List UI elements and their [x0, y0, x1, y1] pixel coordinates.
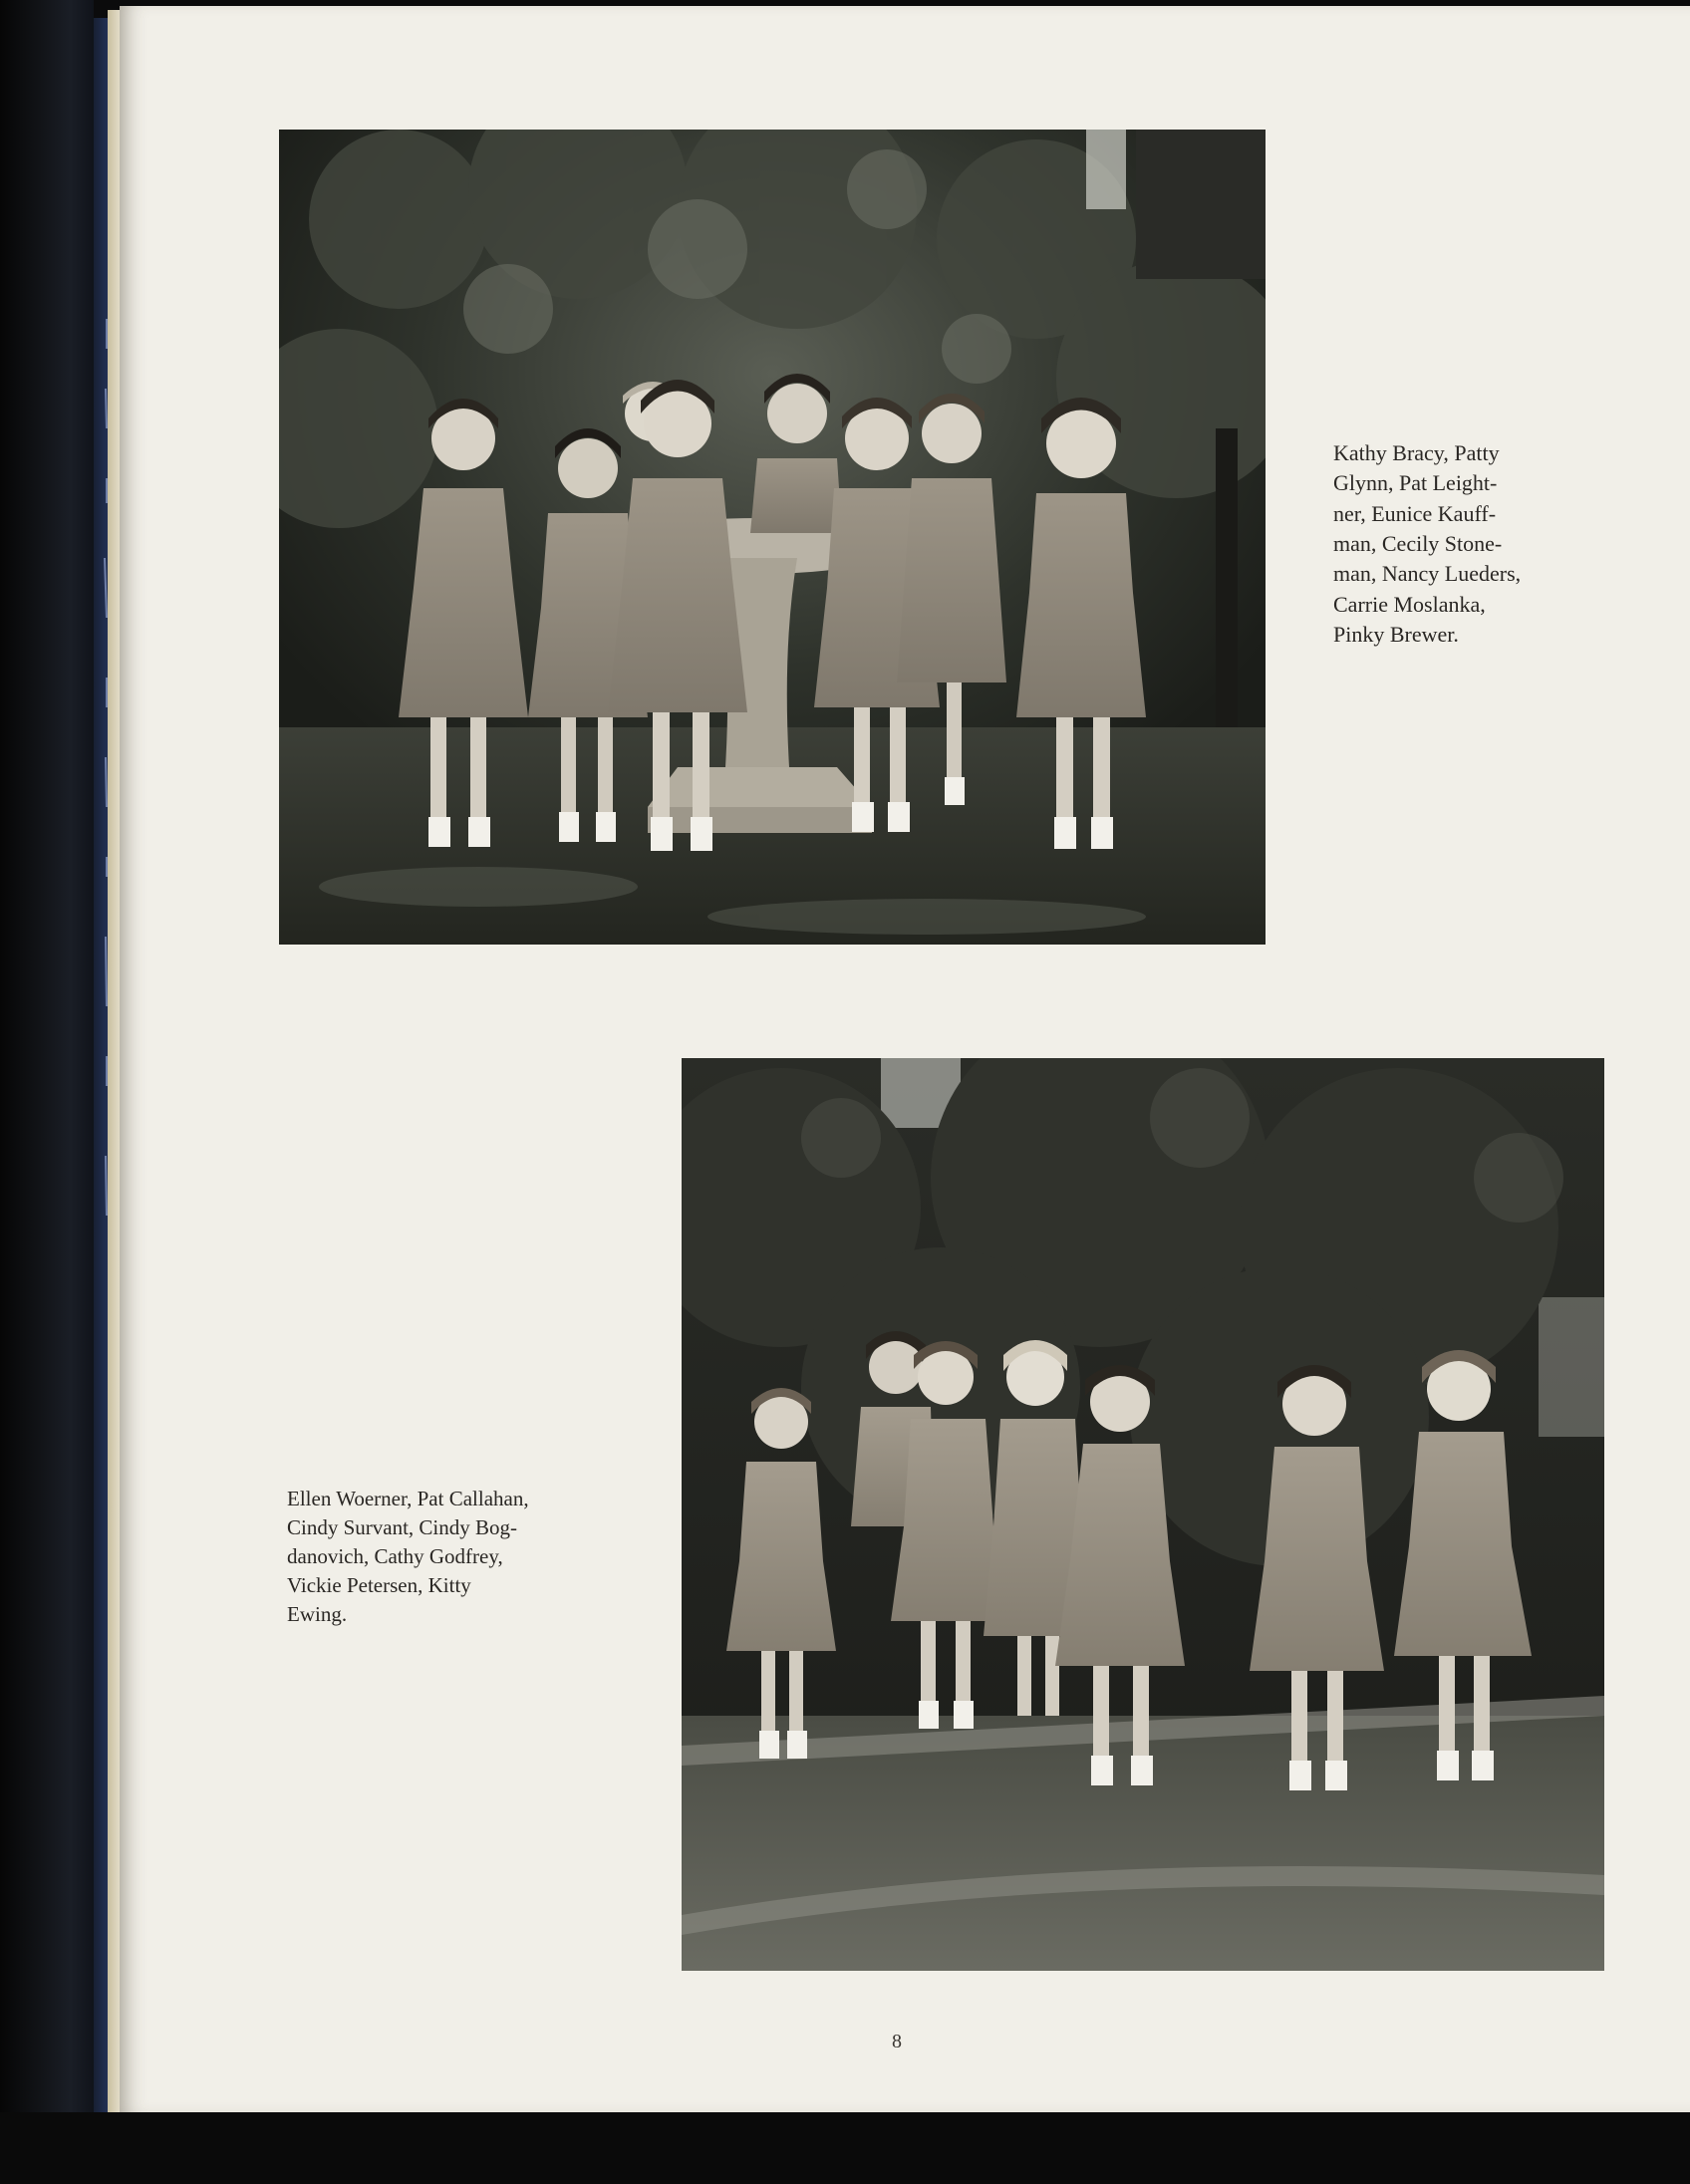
- photo-garden-image: [682, 1058, 1604, 1971]
- photo-caption-bottom: Ellen Woerner, Pat Callahan, Cindy Survant, Cindy Bog- danovich, Cathy Godfrey, Vickie Petersen, Kitty Ewing.: [287, 1487, 529, 1626]
- photo-caption-top: Kathy Bracy, Patty Glynn, Pat Leight- ner, Eunice Kauff- man, Cecily Stone- man, Nancy Lueders, Carrie Moslanka, Pinky Brewer.: [1333, 440, 1522, 648]
- page-number: 8: [892, 2031, 902, 2052]
- scan-background-bottom: [0, 2112, 1690, 2184]
- photo-fountain-image: [279, 130, 1266, 945]
- group-photo-fountain: [279, 130, 1266, 945]
- book-binding: [0, 0, 94, 2184]
- group-photo-garden: [682, 1058, 1604, 1971]
